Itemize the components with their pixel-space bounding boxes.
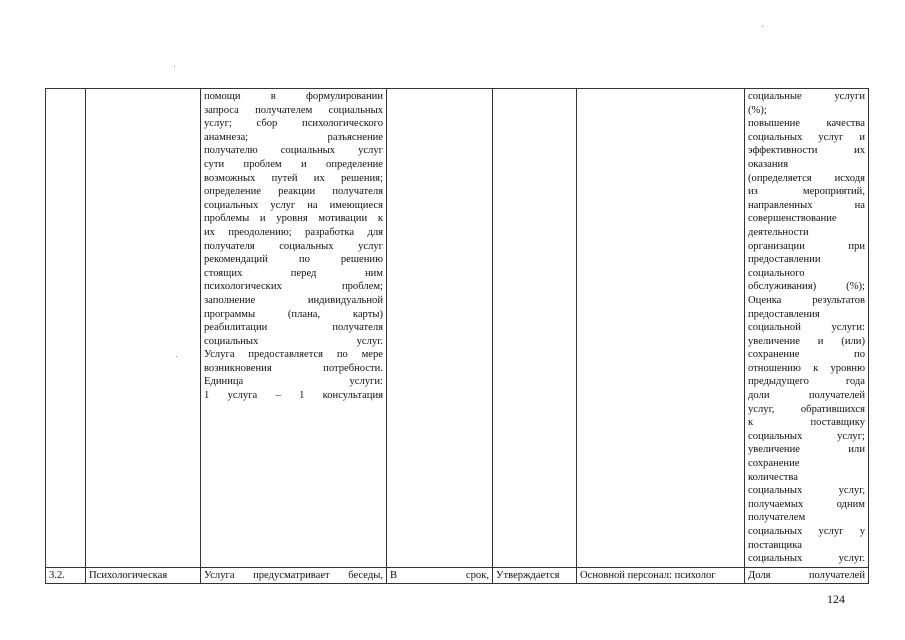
indicator-line: к поставщику <box>748 417 865 429</box>
description-line: заполнение индивидуальной <box>204 294 383 306</box>
description-line: получателя социальных услуг <box>204 240 383 252</box>
cell-quality-indicators <box>745 567 869 584</box>
indicator-line: количества <box>748 471 798 483</box>
indicator-line: получателем <box>748 512 806 524</box>
cell-term <box>387 89 493 568</box>
description-line: получателю социальных услуг <box>204 145 383 157</box>
cell-number <box>46 89 86 568</box>
description-line: анамнеза; разъяснение <box>204 131 383 143</box>
scan-speck <box>176 356 177 357</box>
description-line: Единица услуги: <box>204 376 383 388</box>
cell-term <box>387 567 493 584</box>
description-line: социальных услуг. <box>204 335 383 347</box>
description-line: услуг; сбор психологического <box>204 118 383 130</box>
indicator-line: (определяется исходя <box>748 172 865 184</box>
description-text <box>204 90 383 403</box>
description-line: возникновения потребности. <box>204 362 383 374</box>
term-text: В срок, <box>390 569 489 581</box>
indicator-line: из мероприятий, <box>748 186 865 198</box>
indicator-line: социального <box>748 267 805 279</box>
description-line: запроса получателем социальных <box>204 104 383 116</box>
cell-tariff <box>493 89 577 568</box>
page-number: 124 <box>827 592 845 606</box>
cell-service-name <box>86 89 201 568</box>
indicator-line: социальных услуг; <box>748 430 865 442</box>
indicator-line: повышение качества <box>748 118 865 130</box>
description-line: стоящих перед ним <box>204 267 383 279</box>
indicator-line: Доля получателей <box>748 569 865 581</box>
indicator-line: получаемых одним <box>748 498 865 510</box>
indicator-line: совершенствование <box>748 213 837 225</box>
indicator-line: доли получателей <box>748 390 865 402</box>
description-line: их преодолению; разработка для <box>204 226 383 238</box>
scan-speck <box>762 26 763 27</box>
table-row <box>46 567 869 584</box>
description-line: 1 услуга – 1 консультация <box>204 390 383 402</box>
quality-indicators-text <box>748 90 865 566</box>
description-line: психологических проблем; <box>204 281 383 293</box>
indicator-line: социальных услуг у <box>748 526 865 537</box>
description-line: сути проблем и определение <box>204 158 383 170</box>
indicator-line: отношению к уровню <box>748 362 865 374</box>
cell-quality-indicators <box>745 89 869 568</box>
indicator-line: эффективности их <box>748 145 865 157</box>
description-line: программы (плана, карты) <box>204 308 383 320</box>
indicator-line: деятельности <box>748 226 809 238</box>
description-line: определение реакции получателя <box>204 186 383 198</box>
indicator-line: сохранение <box>748 458 800 470</box>
cell-staff: Основной персонал: психолог <box>577 567 745 584</box>
cell-number: 3.2. <box>46 567 86 584</box>
description-line: помощи в формулировании <box>204 91 383 102</box>
description-line: рекомендаций по решению <box>204 254 383 266</box>
indicator-line: Оценка результатов <box>748 294 865 306</box>
cell-description <box>201 89 387 568</box>
indicator-line: социальных услуг. <box>748 553 865 565</box>
cell-tariff: Утверждается <box>493 567 577 584</box>
indicator-line: обслуживания) (%); <box>748 281 865 293</box>
description-line: проблемы и уровня мотивации к <box>204 213 383 225</box>
description-line: реабилитации получателя <box>204 322 383 334</box>
services-table <box>45 88 869 584</box>
indicator-line: (%); <box>748 104 767 116</box>
indicator-line: социальной услуги: <box>748 322 865 334</box>
indicator-line: социальные услуги <box>748 91 865 102</box>
scan-speck <box>174 66 175 67</box>
indicator-line: увеличение и (или) <box>748 335 865 347</box>
cell-service-name: Психологическая <box>86 567 201 584</box>
indicator-line: поставщика <box>748 539 802 551</box>
indicator-line: социальных услуг, <box>748 485 865 497</box>
description-line: возможных путей их решения; <box>204 172 383 184</box>
description-line: Услуга предоставляется по мере <box>204 349 383 361</box>
indicator-line: предоставлении <box>748 254 821 266</box>
cell-description <box>201 567 387 584</box>
indicator-line: направленных на <box>748 199 865 211</box>
description-line: Услуга предусматривает беседы, <box>204 569 383 581</box>
indicator-line: организации при <box>748 240 865 252</box>
indicator-line: предоставления <box>748 308 820 320</box>
description-line: социальных услуг на имеющиеся <box>204 199 383 211</box>
indicator-line: предыдущего года <box>748 376 865 388</box>
indicator-line: услуг, обратившихся <box>748 403 865 415</box>
cell-staff <box>577 89 745 568</box>
indicator-line: социальных услуг и <box>748 131 865 143</box>
indicator-line: сохранение по <box>748 349 865 361</box>
indicator-line: оказания <box>748 158 789 170</box>
table-row <box>46 89 869 568</box>
indicator-line: увеличение или <box>748 444 865 456</box>
